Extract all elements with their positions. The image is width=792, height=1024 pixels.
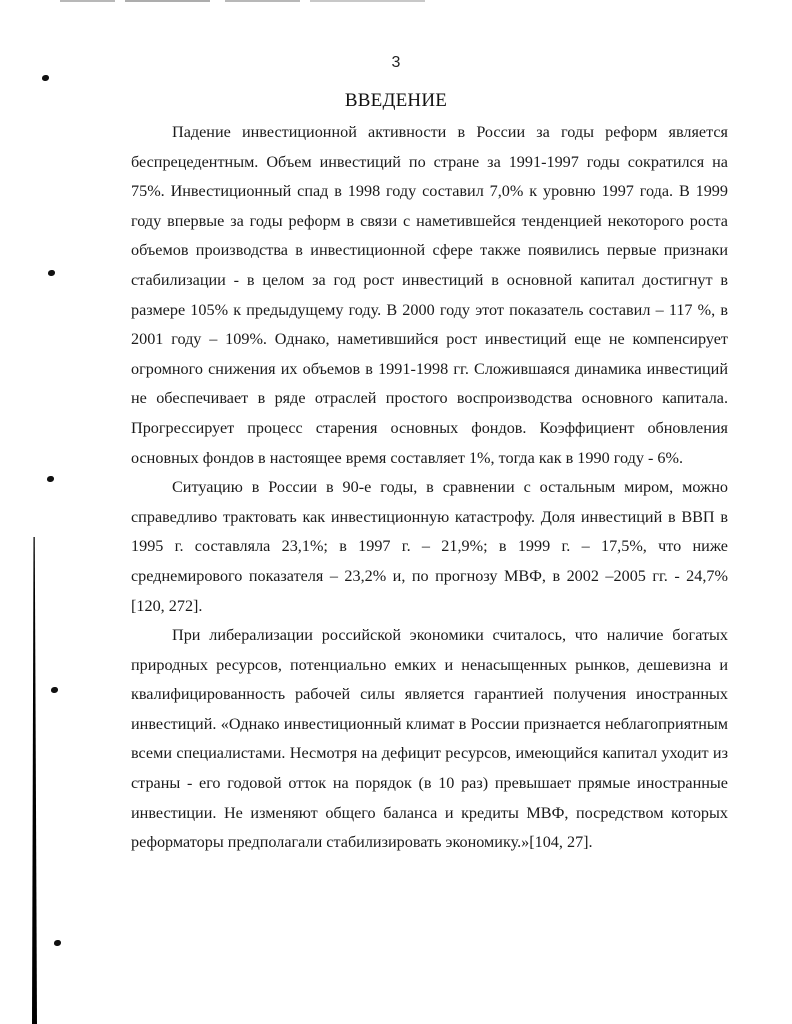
paragraph-investment-decline: Падение инвестиционной активности в России за годы реформ является беспрецедентным. Объем инвестиций по стране за 1991-1997 годы сократился на 75%. Инвестиционный спад в 1998 году составил 7,0% к уровню 1997 года. В 1999 году впервые за годы реформ в связи с наметившейся тенденцией некоторого роста объемов производства в инвестиционной сфере также появились первые признаки стабилизации - в целом за год рост инвестиций в основной капитал достигнут в размере 105% к предыдущему году. В 2000 году этот показатель составил – 117 %, в 2001 году – 109%. Однако, наметившийся рост инвестиций еще не компенсирует огромного снижения их объемов в 1991-1998 гг. Сложившаяся динамика инвестиций не обеспечивает в ряде отраслей простого воспроизводства основного капитала. Прогрессирует процесс старения основных фондов. Коэффициент обновления основных фондов в настоящее время составляет 1%, тогда как в 1990 году - 6%. xyxy=(131,123,728,467)
scan-binding-edge xyxy=(32,537,37,1024)
paragraph-liberalization: При либерализации российской экономики считалось, что наличие богатых природных ресурсов, потенциально емких и ненасыщенных рынков, дешевизна и квалифицированность рабочей силы является гарантией получения иностранных инвестиций. «Однако инвестиционный климат в России признается неблагоприятным всеми специалистами. Несмотря на дефицит ресурсов, имеющийся капитал уходит из страны - его годовой отток на порядок (в 10 раз) превышает прямые иностранные инвестиции. Не изменяют общего баланса и кредиты МВФ, посредством которых реформаторы предполагали стабилизировать экономику.»[104, 27]. xyxy=(131,626,728,852)
document-body xyxy=(131,118,728,858)
punch-mark-icon xyxy=(47,476,54,482)
page-number: 3 xyxy=(391,54,401,71)
scan-artifact-top-line xyxy=(60,0,425,2)
section-heading: ВВЕДЕНИЕ xyxy=(344,90,448,111)
paragraph-investment-catastrophe: Ситуацию в России в 90-е годы, в сравнении с остальным миром, можно справедливо трактовать как инвестиционную катастрофу. Доля инвестиций в ВВП в 1995 г. составляла 23,1%; в 1997 г. – 21,9%; в 1999 г. – 17,5%, что ниже среднемирового показателя – 23,2% и, по прогнозу МВФ, в 2002 –2005 гг. - 24,7% [120, 272]. xyxy=(131,478,728,615)
punch-mark-icon xyxy=(42,75,49,81)
punch-mark-icon xyxy=(48,270,55,276)
punch-mark-icon xyxy=(51,687,58,693)
punch-mark-icon xyxy=(54,940,61,946)
